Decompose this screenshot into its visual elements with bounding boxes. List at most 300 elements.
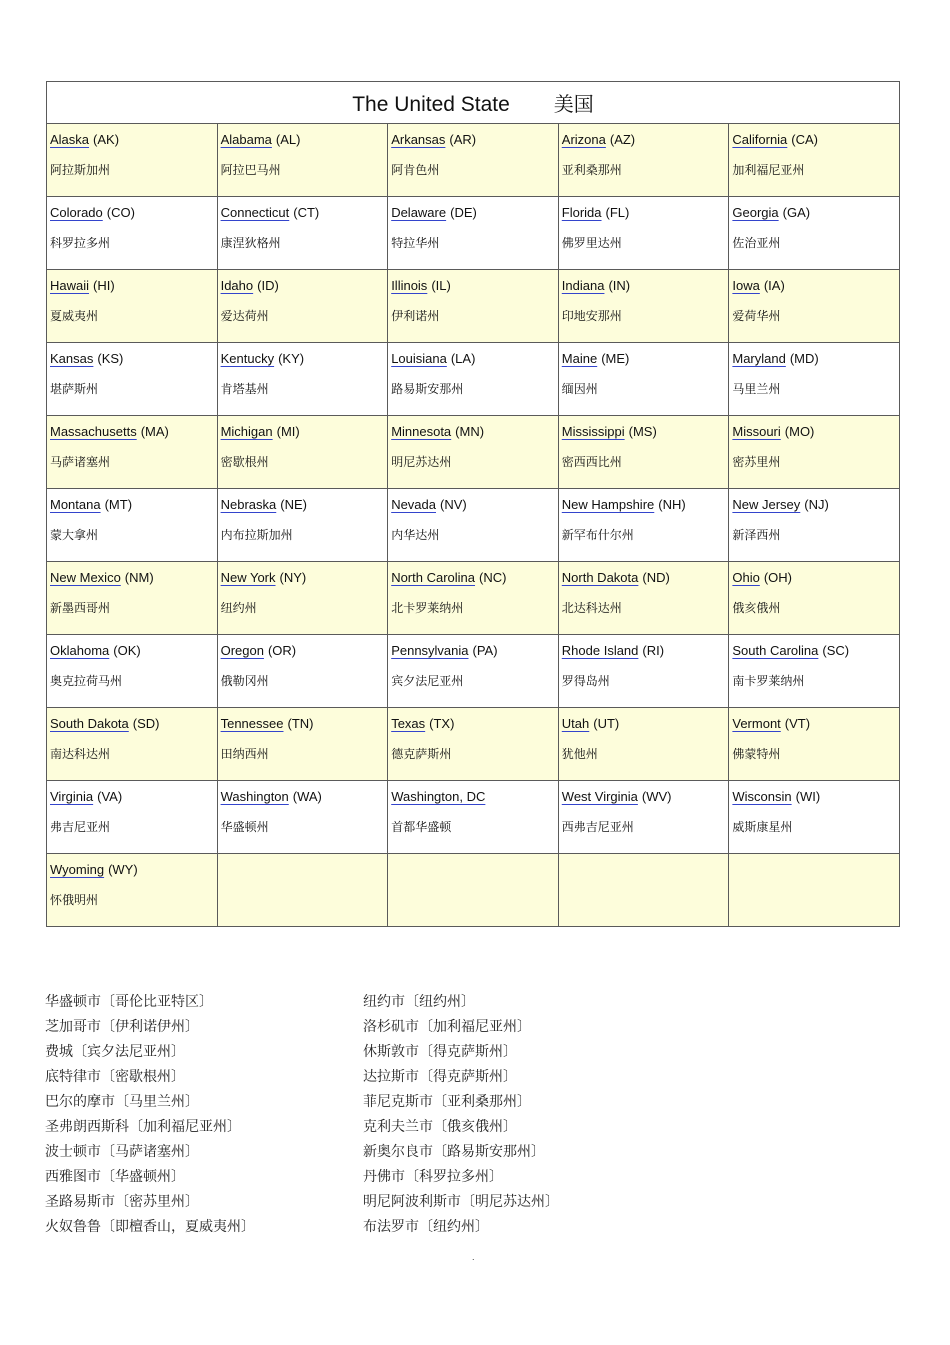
state-cell xyxy=(47,197,218,270)
state-name: Michigan xyxy=(220,424,273,439)
state-cell xyxy=(217,124,388,197)
state-cell xyxy=(217,416,388,489)
state-chinese-name: 爱达荷州 xyxy=(220,309,269,323)
state-name: Iowa xyxy=(732,278,760,293)
state-abbreviation: (ID) xyxy=(257,278,279,293)
title-row xyxy=(47,82,900,124)
state-english-line xyxy=(221,277,388,295)
state-cell-content xyxy=(388,197,558,251)
state-english-line xyxy=(391,350,558,368)
state-english-line xyxy=(391,569,558,587)
state-chinese-name: 纽约州 xyxy=(220,601,257,615)
state-cell-content xyxy=(47,197,217,251)
state-name: Nevada xyxy=(391,497,436,512)
state-abbreviation: (SD) xyxy=(132,716,160,731)
state-cell xyxy=(558,781,729,854)
state-chinese-name: 佛罗里达州 xyxy=(561,236,622,250)
state-abbreviation: (CT) xyxy=(293,205,320,220)
state-cell xyxy=(558,708,729,781)
state-abbreviation: (HI) xyxy=(93,278,115,293)
city-list-right xyxy=(363,990,559,1240)
state-name: North Dakota xyxy=(561,570,639,585)
state-cell-content xyxy=(218,343,388,397)
state-cell-content xyxy=(388,562,558,616)
state-abbreviation: (CO) xyxy=(106,205,135,220)
city-list-left xyxy=(45,990,255,1240)
state-abbreviation: (NV) xyxy=(440,497,467,512)
state-cell xyxy=(217,343,388,416)
state-cell xyxy=(217,489,388,562)
state-english-line xyxy=(391,788,558,806)
state-chinese-name: 伊利诺州 xyxy=(391,309,440,323)
state-row xyxy=(47,708,900,781)
state-cell xyxy=(47,562,218,635)
state-name: Mississippi xyxy=(561,424,625,439)
state-chinese-name: 华盛顿州 xyxy=(220,820,269,834)
state-cell xyxy=(217,197,388,270)
state-chinese-name: 佛蒙特州 xyxy=(732,747,781,761)
state-name: Oklahoma xyxy=(50,643,110,658)
state-chinese-name: 密苏里州 xyxy=(732,455,781,469)
state-name: Nebraska xyxy=(220,497,277,512)
state-cell xyxy=(729,197,900,270)
city-item: 达拉斯市〔得克萨斯州〕 xyxy=(363,1069,517,1085)
state-abbreviation: (PA) xyxy=(472,643,498,658)
state-abbreviation: (NY) xyxy=(279,570,307,585)
state-abbreviation: (VA) xyxy=(97,789,123,804)
state-abbreviation: (WY) xyxy=(108,862,138,877)
state-cell-content xyxy=(218,854,388,861)
state-english-line xyxy=(221,350,388,368)
title-english: The United State xyxy=(352,93,510,116)
state-name: Missouri xyxy=(732,424,781,439)
state-cell xyxy=(388,124,559,197)
state-cell-content xyxy=(218,270,388,324)
city-item: 芝加哥市〔伊利诺伊州〕 xyxy=(45,1019,199,1035)
state-name: Indiana xyxy=(561,278,605,293)
state-chinese-name: 北卡罗莱纳州 xyxy=(391,601,464,615)
state-cell xyxy=(729,635,900,708)
state-english-line xyxy=(732,350,899,368)
state-english-line xyxy=(562,350,729,368)
state-english-line xyxy=(562,496,729,514)
state-chinese-name: 德克萨斯州 xyxy=(391,747,452,761)
state-cell-content xyxy=(388,416,558,470)
state-cell-content xyxy=(388,270,558,324)
state-cell-content xyxy=(218,416,388,470)
state-cell-content xyxy=(729,708,899,762)
state-abbreviation: (DE) xyxy=(450,205,477,220)
state-chinese-name: 马萨诸塞州 xyxy=(50,455,111,469)
state-abbreviation: (AK) xyxy=(93,132,120,147)
state-chinese-name: 康涅狄格州 xyxy=(220,236,281,250)
state-cell xyxy=(388,635,559,708)
state-chinese-name: 缅因州 xyxy=(561,382,598,396)
state-name: Wyoming xyxy=(50,862,105,877)
state-cell xyxy=(47,708,218,781)
state-name: California xyxy=(732,132,788,147)
state-abbreviation: (TX) xyxy=(429,716,455,731)
city-item: 费城〔宾夕法尼亚州〕 xyxy=(45,1044,185,1060)
state-cell xyxy=(47,781,218,854)
state-cell-content xyxy=(559,635,729,689)
state-cell-content xyxy=(388,124,558,178)
state-cell xyxy=(558,489,729,562)
state-chinese-name: 俄亥俄州 xyxy=(732,601,781,615)
state-abbreviation: (TN) xyxy=(287,716,314,731)
state-abbreviation: (ME) xyxy=(601,351,630,366)
state-name: Louisiana xyxy=(391,351,447,366)
state-cell-content xyxy=(218,781,388,835)
city-item: 西雅图市〔华盛顿州〕 xyxy=(45,1169,185,1185)
state-chinese-name: 堪萨斯州 xyxy=(50,382,99,396)
state-english-line xyxy=(50,642,217,660)
state-cell xyxy=(729,343,900,416)
state-english-line xyxy=(391,496,558,514)
state-name: Ohio xyxy=(732,570,760,585)
state-cell-content xyxy=(559,489,729,543)
city-item: 华盛顿市〔哥伦比亚特区〕 xyxy=(45,994,213,1010)
state-cell-content xyxy=(388,635,558,689)
city-item: 底特律市〔密歇根州〕 xyxy=(45,1069,185,1085)
state-cell-content xyxy=(47,416,217,470)
state-abbreviation: (WI) xyxy=(795,789,821,804)
state-chinese-name: 阿肯色州 xyxy=(391,163,440,177)
state-english-line xyxy=(221,569,388,587)
state-name: Hawaii xyxy=(50,278,90,293)
city-item: 波士顿市〔马萨诸塞州〕 xyxy=(45,1144,199,1160)
state-cell-content xyxy=(47,854,217,908)
state-chinese-name: 亚利桑那州 xyxy=(561,163,622,177)
state-cell-content xyxy=(729,854,899,861)
state-cell xyxy=(388,416,559,489)
state-name: Oregon xyxy=(220,643,264,658)
state-row xyxy=(47,416,900,489)
state-english-line xyxy=(732,642,899,660)
state-cell-content xyxy=(729,197,899,251)
state-cell-content xyxy=(388,708,558,762)
state-chinese-name: 南达科达州 xyxy=(50,747,111,761)
state-abbreviation: (NH) xyxy=(658,497,686,512)
state-name: Idaho xyxy=(220,278,254,293)
state-chinese-name: 马里兰州 xyxy=(732,382,781,396)
state-cell-content xyxy=(729,416,899,470)
state-chinese-name: 加利福尼亚州 xyxy=(732,163,805,177)
state-row xyxy=(47,197,900,270)
city-item: 新奥尔良市〔路易斯安那州〕 xyxy=(363,1144,545,1160)
empty-cell xyxy=(729,854,900,927)
state-abbreviation: (RI) xyxy=(642,643,665,658)
state-name: Kentucky xyxy=(220,351,275,366)
title-chinese: 美国 xyxy=(553,92,594,116)
state-english-line xyxy=(391,277,558,295)
state-english-line xyxy=(50,131,217,149)
state-cell-content xyxy=(729,124,899,178)
state-cell xyxy=(729,416,900,489)
city-item: 洛杉矶市〔加利福尼亚州〕 xyxy=(363,1019,531,1035)
state-chinese-name: 奥克拉荷马州 xyxy=(50,674,123,688)
state-cell-content xyxy=(559,124,729,178)
state-cell xyxy=(729,124,900,197)
state-english-line xyxy=(50,496,217,514)
state-chinese-name: 密歇根州 xyxy=(220,455,269,469)
state-cell-content xyxy=(47,781,217,835)
state-name: Maryland xyxy=(732,351,786,366)
state-cell xyxy=(729,270,900,343)
state-name: Massachusetts xyxy=(50,424,137,439)
state-cell-content xyxy=(559,416,729,470)
state-name: Colorado xyxy=(50,205,103,220)
state-cell xyxy=(558,416,729,489)
state-english-line xyxy=(50,277,217,295)
empty-cell xyxy=(388,854,559,927)
state-english-line xyxy=(732,277,899,295)
state-english-line xyxy=(221,204,388,222)
state-abbreviation: (FL) xyxy=(605,205,630,220)
state-cell xyxy=(729,708,900,781)
state-english-line xyxy=(391,715,558,733)
state-cell-content xyxy=(47,124,217,178)
state-chinese-name: 阿拉斯加州 xyxy=(50,163,111,177)
state-row xyxy=(47,343,900,416)
state-cell-content xyxy=(729,781,899,835)
state-name: Arizona xyxy=(561,132,606,147)
state-name: North Carolina xyxy=(391,570,476,585)
state-cell xyxy=(388,708,559,781)
state-abbreviation: (OH) xyxy=(763,570,793,585)
state-cell-content xyxy=(218,197,388,251)
state-name: Alabama xyxy=(220,132,272,147)
state-cell-content xyxy=(559,562,729,616)
state-name: Minnesota xyxy=(391,424,452,439)
state-cell-content xyxy=(388,489,558,543)
state-english-line xyxy=(50,350,217,368)
state-english-line xyxy=(732,788,899,806)
state-cell xyxy=(217,635,388,708)
state-english-line xyxy=(562,569,729,587)
state-cell xyxy=(217,781,388,854)
state-cell-content xyxy=(388,343,558,397)
state-chinese-name: 南卡罗莱纳州 xyxy=(732,674,805,688)
state-english-line xyxy=(391,204,558,222)
state-chinese-name: 俄勒冈州 xyxy=(220,674,269,688)
state-chinese-name: 阿拉巴马州 xyxy=(220,163,281,177)
state-english-line xyxy=(391,423,558,441)
state-abbreviation: (NC) xyxy=(479,570,507,585)
state-english-line xyxy=(562,131,729,149)
state-row xyxy=(47,489,900,562)
state-chinese-name: 密西西比州 xyxy=(561,455,622,469)
state-abbreviation: (AL) xyxy=(275,132,301,147)
states-table xyxy=(46,81,900,927)
state-name: West Virginia xyxy=(561,789,638,804)
state-chinese-name: 弗吉尼亚州 xyxy=(50,820,111,834)
state-english-line xyxy=(50,423,217,441)
state-name: Arkansas xyxy=(391,132,446,147)
state-cell xyxy=(47,270,218,343)
state-cell xyxy=(388,489,559,562)
state-chinese-name: 犹他州 xyxy=(561,747,598,761)
state-cell xyxy=(47,124,218,197)
state-chinese-name: 佐治亚州 xyxy=(732,236,781,250)
state-name: Kansas xyxy=(50,351,94,366)
state-english-line xyxy=(562,277,729,295)
state-english-line xyxy=(50,715,217,733)
state-cell xyxy=(729,489,900,562)
state-name: New Mexico xyxy=(50,570,121,585)
state-english-line xyxy=(391,131,558,149)
state-cell xyxy=(558,124,729,197)
state-cell xyxy=(558,197,729,270)
state-cell xyxy=(558,635,729,708)
state-english-line xyxy=(221,423,388,441)
state-cell xyxy=(558,343,729,416)
state-english-line xyxy=(732,131,899,149)
city-item: 明尼阿波利斯市〔明尼苏达州〕 xyxy=(363,1194,559,1210)
state-abbreviation: (KY) xyxy=(278,351,305,366)
state-abbreviation: (NJ) xyxy=(804,497,829,512)
state-cell-content xyxy=(729,489,899,543)
state-cell xyxy=(388,781,559,854)
state-cell-content xyxy=(559,343,729,397)
state-name: Wisconsin xyxy=(732,789,792,804)
state-name: Connecticut xyxy=(220,205,290,220)
city-item: 圣弗朗西斯科〔加利福尼亚州〕 xyxy=(45,1119,241,1135)
city-item: 休斯敦市〔得克萨斯州〕 xyxy=(363,1044,517,1060)
state-cell xyxy=(729,562,900,635)
state-english-line xyxy=(50,788,217,806)
state-abbreviation: (IL) xyxy=(431,278,451,293)
state-abbreviation: (AZ) xyxy=(609,132,636,147)
state-english-line xyxy=(221,496,388,514)
state-cell-content xyxy=(729,562,899,616)
state-name: Illinois xyxy=(391,278,428,293)
city-item: 布法罗市〔纽约州〕 xyxy=(363,1219,489,1235)
state-english-line xyxy=(221,131,388,149)
state-cell xyxy=(47,489,218,562)
state-english-line xyxy=(562,715,729,733)
state-abbreviation: (WV) xyxy=(641,789,672,804)
state-abbreviation: (SC) xyxy=(822,643,850,658)
state-chinese-name: 宾夕法尼亚州 xyxy=(391,674,464,688)
state-name: Delaware xyxy=(391,205,447,220)
state-abbreviation: (IA) xyxy=(763,278,785,293)
state-row xyxy=(47,562,900,635)
state-cell xyxy=(558,562,729,635)
state-abbreviation: (GA) xyxy=(782,205,811,220)
state-chinese-name: 科罗拉多州 xyxy=(50,236,111,250)
empty-cell xyxy=(217,854,388,927)
state-english-line xyxy=(221,788,388,806)
state-name: Tennessee xyxy=(220,716,284,731)
state-chinese-name: 特拉华州 xyxy=(391,236,440,250)
state-english-line xyxy=(50,204,217,222)
state-cell-content xyxy=(559,854,729,861)
state-english-line xyxy=(732,204,899,222)
state-abbreviation: (MO) xyxy=(784,424,815,439)
state-abbreviation: (UT) xyxy=(593,716,620,731)
state-english-line xyxy=(732,496,899,514)
state-abbreviation: (OR) xyxy=(267,643,297,658)
state-cell-content xyxy=(559,781,729,835)
state-chinese-name: 新罕布什尔州 xyxy=(561,528,634,542)
state-cell-content xyxy=(218,124,388,178)
state-chinese-name: 内华达州 xyxy=(391,528,440,542)
state-row xyxy=(47,781,900,854)
state-english-line xyxy=(221,642,388,660)
state-cell-content xyxy=(47,708,217,762)
state-cell xyxy=(388,562,559,635)
state-name: South Dakota xyxy=(50,716,129,731)
state-chinese-name: 威斯康星州 xyxy=(732,820,793,834)
state-name: Virginia xyxy=(50,789,94,804)
state-abbreviation: (MS) xyxy=(628,424,657,439)
state-cell xyxy=(729,781,900,854)
state-cell-content xyxy=(47,270,217,324)
city-item: 巴尔的摩市〔马里兰州〕 xyxy=(45,1094,199,1110)
state-abbreviation: (AR) xyxy=(449,132,477,147)
state-abbreviation: (MD) xyxy=(789,351,819,366)
title-cell xyxy=(47,82,900,124)
state-cell xyxy=(217,562,388,635)
state-chinese-name: 罗得岛州 xyxy=(561,674,610,688)
state-english-line xyxy=(562,788,729,806)
state-abbreviation: (KS) xyxy=(97,351,124,366)
state-cell xyxy=(558,270,729,343)
state-abbreviation: (IN) xyxy=(608,278,631,293)
state-name: Washington xyxy=(220,789,289,804)
state-abbreviation: (LA) xyxy=(450,351,476,366)
empty-cell xyxy=(558,854,729,927)
state-cell-content xyxy=(47,635,217,689)
state-chinese-name: 新泽西州 xyxy=(732,528,781,542)
state-cell-content xyxy=(47,343,217,397)
state-cell-content xyxy=(559,708,729,762)
state-name: Rhode Island xyxy=(561,643,639,658)
state-chinese-name: 夏威夷州 xyxy=(50,309,99,323)
state-name: New Jersey xyxy=(732,497,801,512)
state-english-line xyxy=(732,423,899,441)
state-abbreviation: (MI) xyxy=(276,424,300,439)
city-item: 克利夫兰市〔俄亥俄州〕 xyxy=(363,1119,517,1135)
state-name: New Hampshire xyxy=(561,497,655,512)
state-name: Vermont xyxy=(732,716,781,731)
state-chinese-name: 路易斯安那州 xyxy=(391,382,464,396)
state-cell xyxy=(217,270,388,343)
state-abbreviation: (WA) xyxy=(292,789,322,804)
state-chinese-name: 首都华盛顿 xyxy=(391,820,452,834)
state-cell-content xyxy=(729,635,899,689)
city-item: 圣路易斯市〔密苏里州〕 xyxy=(45,1194,199,1210)
state-cell-content xyxy=(559,197,729,251)
state-name: South Carolina xyxy=(732,643,819,658)
state-cell xyxy=(388,270,559,343)
state-row xyxy=(47,854,900,927)
city-item: 火奴鲁鲁〔即檀香山，夏威夷州〕 xyxy=(45,1219,255,1235)
state-name: Maine xyxy=(561,351,598,366)
state-english-line xyxy=(50,569,217,587)
state-cell xyxy=(47,416,218,489)
state-abbreviation: (NM) xyxy=(124,570,154,585)
page-mark: . xyxy=(472,1252,475,1262)
state-abbreviation: (MA) xyxy=(140,424,169,439)
state-cell xyxy=(388,197,559,270)
state-abbreviation: (MT) xyxy=(104,497,133,512)
state-english-line xyxy=(562,642,729,660)
state-chinese-name: 新墨西哥州 xyxy=(50,601,111,615)
state-chinese-name: 印地安那州 xyxy=(561,309,622,323)
state-name: Washington, DC xyxy=(391,789,486,804)
